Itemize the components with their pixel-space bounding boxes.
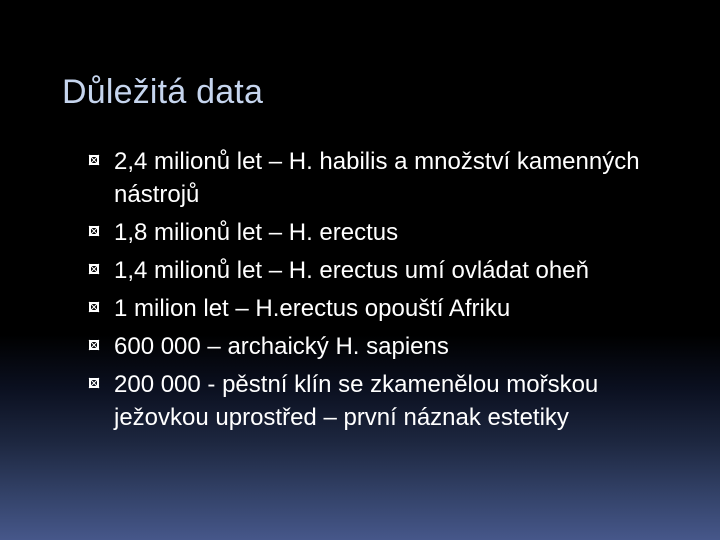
square-bullet-icon xyxy=(88,301,100,313)
bullet-item xyxy=(88,145,698,211)
bullet-item xyxy=(88,368,698,434)
bullet-list xyxy=(88,145,698,439)
bullet-text: 1 milion let – H.erectus opouští Afriku xyxy=(114,295,511,322)
bullet-text: 1,8 milionů let – H. erectus xyxy=(114,219,399,246)
square-bullet-icon xyxy=(88,377,100,389)
bullet-text: 2,4 milionů let – H. habilis a množství kamenných nástrojů xyxy=(114,148,640,208)
square-bullet-icon xyxy=(88,339,100,351)
square-bullet-icon xyxy=(88,154,100,166)
bullet-item xyxy=(88,292,698,325)
bullet-item xyxy=(88,254,698,287)
square-bullet-icon xyxy=(88,263,100,275)
bullet-item xyxy=(88,330,698,363)
square-bullet-icon xyxy=(88,225,100,237)
slide-title: Důležitá data xyxy=(62,73,264,111)
bullet-text: 200 000 - pěstní klín se zkamenělou mořskou ježovkou uprostřed – první náznak estetiky xyxy=(114,371,599,431)
bullet-text: 600 000 – archaický H. sapiens xyxy=(114,333,449,360)
bullet-text: 1,4 milionů let – H. erectus umí ovládat oheň xyxy=(114,257,589,284)
bullet-item xyxy=(88,216,698,249)
